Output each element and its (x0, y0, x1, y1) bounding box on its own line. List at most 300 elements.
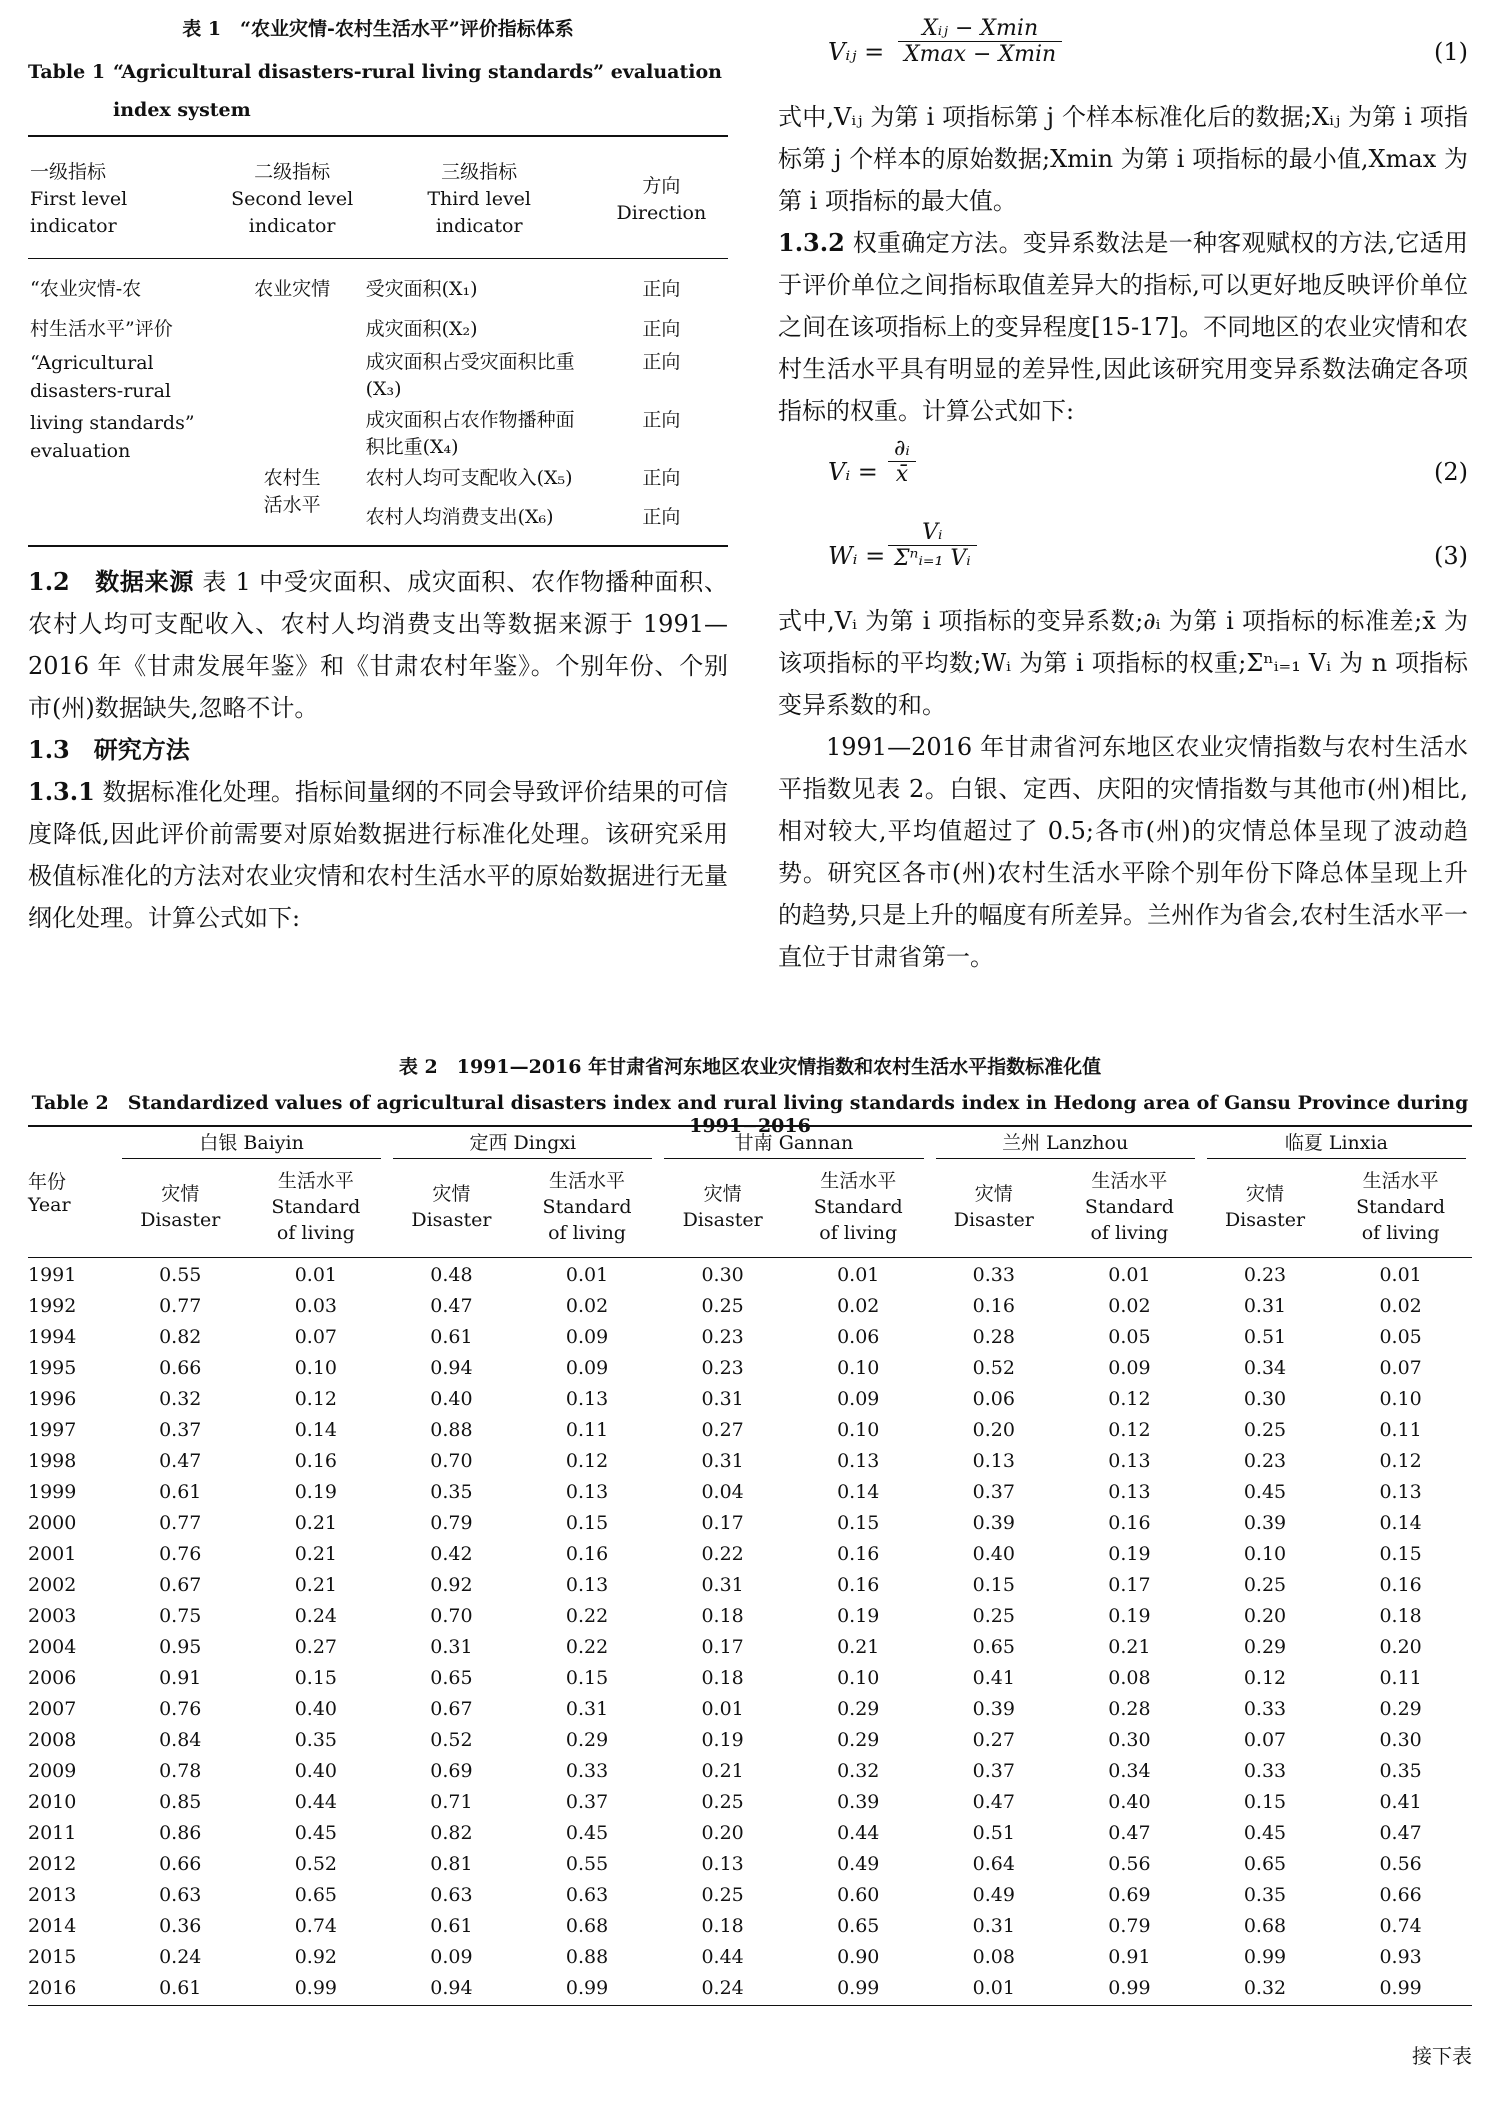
table1-third-x5: 农村人均可支配收入(X₅) (365, 467, 573, 489)
eq2-denominator: x̄ (895, 462, 909, 487)
equation-3 (778, 520, 1468, 600)
table1-header-row (28, 159, 728, 240)
table2-year-cell: 2014 (28, 1914, 77, 1937)
table2-value-cell: 0.35 (294, 1728, 337, 1751)
table2-year-cell: 1994 (28, 1325, 77, 1348)
table2-value-cell: 0.30 (1108, 1728, 1151, 1751)
table2-value-cell: 0.65 (294, 1883, 337, 1906)
section-1-2-body: 表 1 中受灾面积、成灾面积、农作物播种面积、农村人均可支配收入、农村人均消费支出等数据来源于 1991—2016 年《甘肃发展年鉴》和《甘肃农村年鉴》。个别年份、个别市(州)数据缺失,忽略不计。 (28, 568, 728, 722)
table2-sub-disaster: 灾情 Disaster (1224, 1183, 1306, 1231)
table2-value-cell: 0.63 (565, 1883, 609, 1906)
table2-value-cell: 0.18 (701, 1914, 744, 1937)
table2-value-cell: 0.19 (837, 1604, 880, 1627)
table2-value-cell: 0.65 (1243, 1852, 1287, 1875)
table1-third-x3: 成灾面积占受灾面积比重(X₃) (365, 351, 575, 400)
section-1-3-2 (778, 222, 1468, 432)
table2-value-cell: 0.99 (1379, 1976, 1422, 1999)
table2-value-cell: 0.45 (565, 1821, 609, 1844)
table2-value-cell: 0.07 (294, 1325, 337, 1348)
table2-value-cell: 0.24 (159, 1945, 202, 1968)
section-1-3-heading: 1.3 研究方法 (28, 735, 190, 764)
table2-value-cell: 0.12 (294, 1387, 337, 1410)
table2-value-cell: 0.65 (837, 1914, 880, 1937)
table2-sub-disaster: 灾情 Disaster (682, 1183, 763, 1231)
table2-value-cell: 0.10 (294, 1356, 337, 1379)
table2-value-cell: 0.29 (1379, 1697, 1422, 1720)
table2-value-cell: 0.77 (159, 1294, 202, 1317)
table2-year-cell: 2009 (28, 1759, 77, 1782)
table2-value-cell: 0.06 (972, 1387, 1015, 1410)
eq3-denominator: Σⁿᵢ₌₁ Vᵢ (894, 546, 971, 571)
table-row (28, 1848, 1472, 1879)
table2-value-cell: 0.30 (1243, 1387, 1287, 1410)
table2-value-cell: 0.15 (565, 1511, 609, 1534)
table2-value-cell: 0.55 (565, 1852, 609, 1875)
table2-year-cell: 2002 (28, 1573, 77, 1596)
equation-2 (778, 436, 1468, 516)
table1-second-living: 农村生 活水平 (263, 467, 321, 516)
table2-value-cell: 0.15 (294, 1666, 337, 1689)
table2-value-cell: 0.23 (701, 1356, 744, 1379)
eq1-lhs: Vᵢⱼ = (828, 38, 885, 66)
table2-value-cell: 0.22 (565, 1604, 609, 1627)
table-row (28, 1538, 1472, 1569)
table2-value-cell: 0.13 (701, 1852, 744, 1875)
table2-value-cell: 0.95 (159, 1635, 202, 1658)
table2-value-cell: 0.42 (430, 1542, 473, 1565)
table2-value-cell: 0.01 (1108, 1263, 1151, 1286)
eq3-lhs: Wᵢ = (828, 542, 886, 570)
table2-value-cell: 0.47 (1379, 1821, 1422, 1844)
table2-value-cell: 0.16 (837, 1542, 880, 1565)
table2-value-cell: 0.27 (701, 1418, 744, 1441)
table2-sub-disaster: 灾情 Disaster (953, 1183, 1034, 1231)
left-column (28, 14, 728, 939)
table2-value-cell: 0.56 (1108, 1852, 1151, 1875)
table1-third-x4: 成灾面积占农作物播种面积比重(X₄) (365, 409, 575, 458)
table2-value-cell: 0.51 (972, 1821, 1015, 1844)
table2-value-cell: 0.19 (701, 1728, 744, 1751)
table2-value-cell: 0.48 (430, 1263, 473, 1286)
table2-value-cell: 0.65 (972, 1635, 1015, 1658)
table2-sub-living: 生活水平 Standard of living (1084, 1170, 1174, 1244)
table2-value-cell: 0.40 (1108, 1790, 1151, 1813)
table2-value-cell: 0.33 (1243, 1759, 1287, 1782)
eq1-description: 式中,Vᵢⱼ 为第 i 项指标第 j 个样本标准化后的数据;Xᵢⱼ 为第 i 项指标第 j 个样本的原始数据;Xmin 为第 i 项指标的最小值,Xmax 为第 i 项指标的最大值。 (778, 103, 1468, 215)
table2-value-cell: 0.14 (294, 1418, 337, 1441)
table2-year-cell: 1997 (28, 1418, 77, 1441)
table2-value-cell: 0.02 (1379, 1294, 1422, 1317)
table2-value-cell: 0.21 (701, 1759, 744, 1782)
table1-first-level: “农业灾情-农 村生活水平”评价 “Agricultural disasters-rural living standards” evaluation (30, 278, 195, 462)
table1-label: Table 1 (28, 61, 106, 83)
table2-year-cell: 1991 (28, 1263, 77, 1286)
table2-value-cell: 0.76 (159, 1697, 202, 1720)
table2-value-cell: 0.74 (1379, 1914, 1422, 1937)
table2-value-cell: 0.22 (701, 1542, 744, 1565)
table2-value-cell: 0.35 (430, 1480, 473, 1503)
table2-year-cell: 2011 (28, 1821, 77, 1844)
table2-value-cell: 0.25 (701, 1294, 744, 1317)
table-row (28, 1507, 1472, 1538)
table2-value-cell: 0.10 (1379, 1387, 1422, 1410)
table2-value-cell: 0.79 (430, 1511, 473, 1534)
table2-region-linxia: 临夏 Linxia (1201, 1128, 1472, 1159)
table2-value-cell: 0.15 (1379, 1542, 1422, 1565)
table1-head-first: 一级指标 First level indicator (30, 161, 128, 237)
table-row (28, 1879, 1472, 1910)
eq3-numerator: Vᵢ (888, 520, 977, 546)
table2-region-dingxi: 定西 Dingxi (387, 1128, 658, 1159)
table2-year-cell: 2007 (28, 1697, 77, 1720)
table2-year-cell: 2010 (28, 1790, 77, 1813)
table-row (28, 1445, 1472, 1476)
table2-value-cell: 0.15 (837, 1511, 880, 1534)
table2-value-cell: 0.61 (159, 1976, 202, 1999)
table2-value-cell: 0.56 (1379, 1852, 1422, 1875)
table2-sub-living: 生活水平 Standard of living (813, 1170, 903, 1244)
table2-value-cell: 0.17 (701, 1511, 744, 1534)
table2-value-cell: 0.22 (565, 1635, 609, 1658)
table-row (28, 1321, 1472, 1352)
table1-second-disaster: 农业灾情 (254, 278, 331, 300)
table2-value-cell: 0.06 (837, 1325, 880, 1348)
table2-sub-living: 生活水平 Standard of living (1356, 1170, 1446, 1244)
table2-value-cell: 0.69 (430, 1759, 473, 1782)
table2-value-cell: 0.05 (1379, 1325, 1422, 1348)
table2-value-cell: 0.01 (565, 1263, 609, 1286)
table2-value-cell: 0.44 (837, 1821, 880, 1844)
table1-title-cn: 表 1 “农业灾情-农村生活水平”评价指标体系 (182, 18, 574, 40)
table2-value-cell: 0.23 (701, 1325, 744, 1348)
table-row (28, 1259, 1472, 1290)
section-1-3-1-heading: 1.3.1 (28, 777, 95, 806)
table2-value-cell: 0.11 (1379, 1418, 1422, 1441)
table-row (28, 1755, 1472, 1786)
table2-value-cell: 0.16 (565, 1542, 609, 1565)
section-1-3-1 (28, 771, 728, 939)
table2-value-cell: 0.01 (972, 1976, 1015, 1999)
table1-dir-x6: 正向 (642, 506, 681, 528)
table2-value-cell: 0.21 (294, 1542, 337, 1565)
table2-value-cell: 0.18 (701, 1666, 744, 1689)
table-row (28, 1910, 1472, 1941)
table2-value-cell: 0.31 (701, 1387, 744, 1410)
table2-value-cell: 0.35 (1379, 1759, 1422, 1782)
table2-value-cell: 0.16 (1379, 1573, 1422, 1596)
table-row (28, 1600, 1472, 1631)
eq2-fraction (888, 436, 916, 487)
table2-value-cell: 0.23 (1243, 1263, 1287, 1286)
table2-value-cell: 0.47 (1108, 1821, 1151, 1844)
table2-value-cell: 0.40 (430, 1387, 473, 1410)
table2-value-cell: 0.07 (1243, 1728, 1287, 1751)
table2-caption-cn: 表 2 1991—2016 年甘肃省河东地区农业灾情指数和农村生活水平指数标准化值 (398, 1056, 1102, 1078)
table2-value-cell: 0.82 (159, 1325, 202, 1348)
section-1-2 (28, 561, 728, 729)
table2-value-cell: 0.16 (1108, 1511, 1151, 1534)
table2-value-cell: 0.16 (837, 1573, 880, 1596)
table2-value-cell: 0.09 (837, 1387, 880, 1410)
table2-year-cell: 2000 (28, 1511, 77, 1534)
table2-value-cell: 0.90 (837, 1945, 880, 1968)
table2-value-cell: 0.99 (1243, 1945, 1287, 1968)
table2 (28, 1124, 1472, 2007)
table2-year-cell: 2004 (28, 1635, 77, 1658)
table2-value-cell: 0.63 (159, 1883, 202, 1906)
table2-value-cell: 0.13 (972, 1449, 1015, 1472)
table2-year-cell: 2015 (28, 1945, 77, 1968)
table2-value-cell: 0.41 (1379, 1790, 1422, 1813)
table-row (28, 1693, 1472, 1724)
table2-value-cell: 0.13 (1379, 1480, 1422, 1503)
table2-value-cell: 0.34 (1108, 1759, 1151, 1782)
eq1-number: (1) (1434, 38, 1468, 66)
table2-value-cell: 0.44 (701, 1945, 744, 1968)
table2-value-cell: 0.68 (565, 1914, 609, 1937)
eq3-number: (3) (1434, 542, 1468, 570)
table2-value-cell: 0.15 (565, 1666, 609, 1689)
table1-title-en (28, 53, 728, 129)
table2-value-cell: 0.11 (565, 1418, 609, 1441)
table2-value-cell: 0.16 (294, 1449, 337, 1472)
table2-value-cell: 0.30 (1379, 1728, 1422, 1751)
eq1-numerator: Xᵢⱼ − Xmin (898, 16, 1062, 42)
table2-year-cell: 2006 (28, 1666, 77, 1689)
table2-value-cell: 0.13 (1108, 1480, 1151, 1503)
table2-value-cell: 0.18 (1379, 1604, 1422, 1627)
table2-value-cell: 0.04 (701, 1480, 744, 1503)
table2-value-cell: 0.28 (972, 1325, 1015, 1348)
table2-value-cell: 0.74 (294, 1914, 337, 1937)
table2-year-head: 年份 Year (28, 1171, 71, 1216)
table2-value-cell: 0.20 (972, 1418, 1015, 1441)
table2-value-cell: 0.05 (1108, 1325, 1151, 1348)
table2-value-cell: 0.33 (565, 1759, 609, 1782)
table2-intro-paragraph: 1991—2016 年甘肃省河东地区农业灾情指数与农村生活水平指数见表 2。白银、定西、庆阳的灾情指数与其他市(州)相比,相对较大,平均值超过了 0.5;各市(州)的灾情总体呈现了波动趋势。研究区各市(州)农村生活水平除个别年份下降总体呈现上升的趋势,只是上升的幅度有所差异。兰州作为省会,农村生活水平一直位于甘肃省第一。 (778, 733, 1468, 971)
section-1-3-2-heading: 1.3.2 (778, 228, 845, 257)
table2-value-cell: 0.24 (294, 1604, 337, 1627)
table1-third-x6: 农村人均消费支出(X₆) (365, 506, 554, 528)
table2-value-cell: 0.12 (1108, 1418, 1151, 1441)
table2-value-cell: 0.27 (972, 1728, 1015, 1751)
table2-value-cell: 0.69 (1108, 1883, 1151, 1906)
table2-value-cell: 0.02 (1108, 1294, 1151, 1317)
table2-value-cell: 0.39 (837, 1790, 880, 1813)
table2-bottom-rule (28, 2005, 1472, 2006)
table2-value-cell: 0.15 (1243, 1790, 1287, 1813)
eq2-number: (2) (1434, 458, 1468, 486)
table2-value-cell: 0.41 (972, 1666, 1015, 1689)
section-1-2-heading: 1.2 数据来源 (28, 567, 195, 596)
table2-value-cell: 0.45 (294, 1821, 337, 1844)
table2-value-cell: 0.60 (837, 1883, 880, 1906)
table1-bottom-rule (28, 545, 728, 547)
table2-caption-en: Table 2 Standardized values of agricultural disasters index and rural living standards index in Hedong area of Gansu Province during 1991−2016 (31, 1092, 1469, 1137)
table2-value-cell: 0.37 (565, 1790, 609, 1813)
table2-value-cell: 0.52 (972, 1356, 1015, 1379)
table2-value-cell: 0.94 (430, 1356, 473, 1379)
table2-value-cell: 0.71 (430, 1790, 473, 1813)
table2-value-cell: 0.37 (972, 1480, 1015, 1503)
table2-value-cell: 0.67 (159, 1573, 202, 1596)
table2-value-cell: 0.12 (565, 1449, 609, 1472)
table2-value-cell: 0.13 (837, 1449, 880, 1472)
table2-value-cell: 0.16 (972, 1294, 1015, 1317)
table2-value-cell: 0.37 (159, 1418, 202, 1441)
table2-value-cell: 0.49 (972, 1883, 1015, 1906)
table2-value-cell: 0.52 (430, 1728, 473, 1751)
table2-value-cell: 0.13 (565, 1480, 609, 1503)
table2-region-lanzhou: 兰州 Lanzhou (930, 1128, 1201, 1159)
table2-value-cell: 0.88 (565, 1945, 609, 1968)
table2-value-cell: 0.03 (294, 1294, 337, 1317)
table2-value-cell: 0.39 (1243, 1511, 1287, 1534)
table2-value-cell: 0.25 (701, 1790, 744, 1813)
table2-value-cell: 0.82 (430, 1821, 473, 1844)
table-row (28, 1569, 1472, 1600)
table2-value-cell: 0.91 (1108, 1945, 1151, 1968)
table2-value-cell: 0.92 (430, 1573, 473, 1596)
table2-value-cell: 0.75 (159, 1604, 202, 1627)
table2-value-cell: 0.31 (430, 1635, 473, 1658)
table2-value-cell: 0.36 (159, 1914, 202, 1937)
table2-subheader-row (28, 1159, 1472, 1255)
table2-value-cell: 0.25 (972, 1604, 1015, 1627)
table2-value-cell: 0.10 (837, 1666, 880, 1689)
table2-value-cell: 0.25 (1243, 1573, 1287, 1596)
table2-year-cell: 2008 (28, 1728, 77, 1751)
table2-value-cell: 0.29 (837, 1697, 880, 1720)
table2-value-cell: 0.31 (565, 1697, 609, 1720)
table2-value-cell: 0.61 (430, 1914, 473, 1937)
table2-value-cell: 0.39 (972, 1697, 1015, 1720)
table2-year-cell: 1996 (28, 1387, 77, 1410)
table2-value-cell: 0.10 (837, 1356, 880, 1379)
table2-value-cell: 0.12 (1379, 1449, 1422, 1472)
table2-value-cell: 0.81 (430, 1852, 473, 1875)
table2-year-cell: 1999 (28, 1480, 77, 1503)
eq3-fraction (888, 520, 977, 571)
table2-value-cell: 0.25 (701, 1883, 744, 1906)
table2-value-cell: 0.24 (701, 1976, 744, 1999)
table2-value-cell: 0.86 (159, 1821, 202, 1844)
table2-value-cell: 0.33 (1243, 1697, 1287, 1720)
table2-value-cell: 0.61 (430, 1325, 473, 1348)
table2-value-cell: 0.30 (701, 1263, 744, 1286)
eq1-fraction (898, 16, 1062, 67)
section-1-3-1-body: 数据标准化处理。指标间量纲的不同会导致评价结果的可信度降低,因此评价前需要对原始数据进行标准化处理。该研究采用极值标准化的方法对农业灾情和农村生活水平的原始数据进行无量纲化处理。计算公式如下: (28, 778, 729, 932)
table2-value-cell: 0.12 (1243, 1666, 1287, 1689)
table2-value-cell: 0.85 (159, 1790, 202, 1813)
table2-value-cell: 0.70 (430, 1449, 473, 1472)
table-row (28, 1383, 1472, 1414)
table-row (28, 1414, 1472, 1445)
table1-head-second: 二级指标 Second level indicator (231, 161, 354, 237)
table2-value-cell: 0.67 (430, 1697, 473, 1720)
table2-year-cell: 1998 (28, 1449, 77, 1472)
table2-value-cell: 0.13 (1108, 1449, 1151, 1472)
table2-value-cell: 0.84 (159, 1728, 202, 1751)
table-row (28, 1352, 1472, 1383)
table2-value-cell: 0.29 (837, 1728, 880, 1751)
table2-value-cell: 0.18 (701, 1604, 744, 1627)
table2-value-cell: 0.66 (159, 1852, 202, 1875)
table2-value-cell: 0.63 (430, 1883, 473, 1906)
table2-value-cell: 0.07 (1379, 1356, 1422, 1379)
table2-value-cell: 0.21 (294, 1573, 337, 1596)
table2-value-cell: 0.35 (1243, 1883, 1287, 1906)
table2-value-cell: 0.27 (294, 1635, 337, 1658)
equation-1 (778, 16, 1468, 96)
table2-value-cell: 0.13 (565, 1387, 609, 1410)
table2-value-cell: 0.17 (1108, 1573, 1151, 1596)
table2-value-cell: 0.31 (701, 1449, 744, 1472)
table1-head-direction: 方向 Direction (616, 174, 707, 224)
table2-value-cell: 0.99 (294, 1976, 337, 1999)
table2-value-cell: 0.66 (159, 1356, 202, 1379)
table2-value-cell: 0.21 (1108, 1635, 1151, 1658)
table1-dir-x1: 正向 (642, 278, 681, 300)
table2-value-cell: 0.31 (701, 1573, 744, 1596)
table2-value-cell: 0.78 (159, 1759, 202, 1782)
right-column (778, 16, 1468, 978)
table2-value-cell: 0.65 (430, 1666, 473, 1689)
table-row (28, 1476, 1472, 1507)
continued-note: 接下表 (1412, 2044, 1472, 2068)
table2-value-cell: 0.45 (1243, 1480, 1287, 1503)
table2-sub-living: 生活水平 Standard of living (271, 1170, 361, 1244)
table1-third-x2: 成灾面积(X₂) (365, 318, 478, 340)
eq1-denominator: Xmax − Xmin (904, 42, 1057, 67)
table2-region-row (28, 1128, 1472, 1159)
table2-value-cell: 0.49 (837, 1852, 880, 1875)
table2-year-cell: 2001 (28, 1542, 77, 1565)
table2-value-cell: 0.55 (159, 1263, 202, 1286)
table2-value-cell: 0.14 (837, 1480, 880, 1503)
table2-value-cell: 0.31 (1243, 1294, 1287, 1317)
table2-value-cell: 0.01 (837, 1263, 880, 1286)
table2-value-cell: 0.44 (294, 1790, 337, 1813)
table2-year-cell: 2016 (28, 1976, 77, 1999)
table2-value-cell: 0.21 (837, 1635, 880, 1658)
table2-value-cell: 0.12 (1108, 1387, 1151, 1410)
table2-value-cell: 0.28 (1108, 1697, 1151, 1720)
table-row (28, 1662, 1472, 1693)
table2-year-cell: 2012 (28, 1852, 77, 1875)
table2-value-cell: 0.33 (972, 1263, 1015, 1286)
table2-value-cell: 0.01 (701, 1697, 744, 1720)
table2-value-cell: 0.21 (294, 1511, 337, 1534)
table2-value-cell: 0.19 (1108, 1542, 1151, 1565)
table2-value-cell: 0.64 (972, 1852, 1015, 1875)
table2-value-cell: 0.70 (430, 1604, 473, 1627)
table-row (28, 1972, 1472, 2003)
table2-value-cell: 0.15 (972, 1573, 1015, 1596)
table1 (28, 159, 728, 539)
table2-value-cell: 0.32 (837, 1759, 880, 1782)
table2-value-cell: 0.09 (565, 1325, 609, 1348)
table2-value-cell: 0.32 (159, 1387, 202, 1410)
table2-value-cell: 0.34 (1243, 1356, 1287, 1379)
table2-value-cell: 0.40 (972, 1542, 1015, 1565)
table2-value-cell: 0.08 (1108, 1666, 1151, 1689)
table1-head-third: 三级指标 Third level indicator (427, 161, 532, 237)
table2-value-cell: 0.94 (430, 1976, 473, 1999)
eq2-lhs: Vᵢ = (828, 458, 878, 486)
table2-sub-disaster: 灾情 Disaster (411, 1183, 492, 1231)
table2-value-cell: 0.02 (837, 1294, 880, 1317)
